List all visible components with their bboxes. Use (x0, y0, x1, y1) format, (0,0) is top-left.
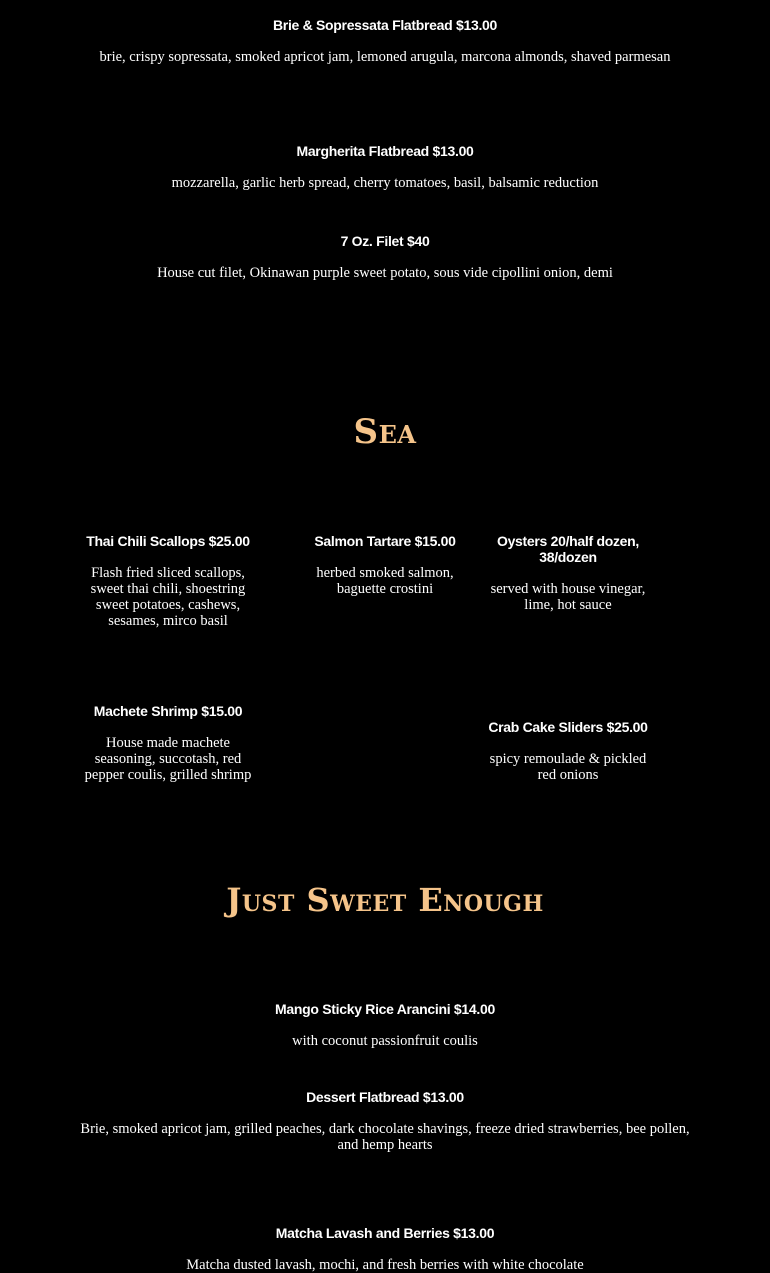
menu-item-filet (80, 233, 690, 281)
menu-item-description: brie, crispy sopressata, smoked apricot jam, lemoned arugula, marcona almonds, shaved parmesan (99, 49, 671, 65)
menu-item-title: Mango Sticky Rice Arancini $14.00 (275, 1001, 495, 1017)
menu-item-title: Thai Chili Scallops $25.00 (86, 533, 250, 549)
section-heading-just-sweet-enough: Just Sweet Enough (226, 881, 544, 919)
menu-item-title: Machete Shrimp $15.00 (93, 703, 243, 719)
menu-item-title: Crab Cake Sliders $25.00 (488, 719, 648, 735)
menu-item-salmon-tartare (293, 533, 477, 597)
menu-item-title: Matcha Lavash and Berries $13.00 (275, 1225, 495, 1241)
menu-item-crab-cake-sliders (476, 719, 660, 783)
menu-item-title: Margherita Flatbread $13.00 (296, 143, 474, 159)
menu-item-mango-sticky-rice-arancini (80, 1001, 690, 1049)
section-heading-sea: Sea (353, 412, 417, 452)
menu-item-description: Flash fried sliced scallops, sweet thai chili, shoestring sweet potatoes, cashews, sesames, mirco basil (90, 565, 246, 629)
menu-item-title: 7 Oz. Filet $40 (340, 233, 430, 249)
menu-item-description: spicy remoulade & pickled red onions (489, 751, 647, 783)
menu-item-dessert-flatbread (80, 1089, 690, 1153)
menu-item-brie-sopressata (80, 17, 690, 65)
menu-item-machete-shrimp (76, 703, 260, 783)
menu-item-description: with coconut passionfruit coulis (292, 1033, 478, 1049)
menu-item-title: Oysters 20/half dozen, 38/dozen (496, 533, 639, 565)
menu-item-description: served with house vinegar, lime, hot sauce (490, 581, 646, 613)
menu-item-title: Dessert Flatbread $13.00 (306, 1089, 464, 1105)
menu-item-title: Brie & Sopressata Flatbread $13.00 (272, 17, 498, 33)
menu-item-title: Salmon Tartare $15.00 (314, 533, 456, 549)
menu-item-description: Matcha dusted lavash, mochi, and fresh berries with white chocolate (186, 1257, 584, 1273)
menu-item-description: Brie, smoked apricot jam, grilled peaches, dark chocolate shavings, freeze dried strawberries, bee pollen, and hemp hearts (80, 1121, 690, 1153)
menu-item-margherita (80, 143, 690, 191)
menu-item-description: herbed smoked salmon, baguette crostini (316, 565, 454, 597)
menu-item-oysters (476, 533, 660, 613)
menu-item-description: House cut filet, Okinawan purple sweet potato, sous vide cipollini onion, demi (157, 265, 613, 281)
menu-item-thai-chili-scallops (76, 533, 260, 629)
menu-item-description: House made machete seasoning, succotash, red pepper coulis, grilled shrimp (84, 735, 252, 783)
menu-item-description: mozzarella, garlic herb spread, cherry tomatoes, basil, balsamic reduction (171, 175, 599, 191)
